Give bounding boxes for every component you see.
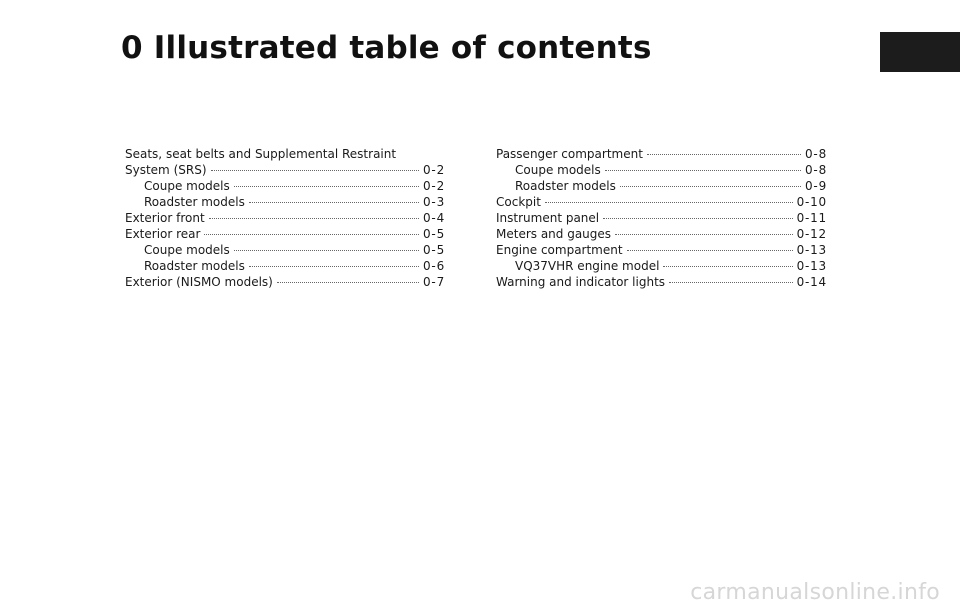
toc-entry-coupe-models[interactable] bbox=[125, 178, 445, 194]
toc-entry-label: Coupe models bbox=[515, 163, 601, 177]
toc-entry-warning-indicator-lights[interactable] bbox=[496, 274, 827, 290]
dot-leader bbox=[615, 234, 793, 235]
site-watermark: carmanualsonline.info bbox=[690, 580, 940, 605]
dot-leader bbox=[663, 266, 792, 267]
dot-leader bbox=[605, 170, 801, 171]
dot-leader bbox=[669, 282, 793, 283]
toc-entry-page: 0-8 bbox=[805, 163, 827, 177]
dot-leader bbox=[620, 186, 801, 187]
chapter-tab bbox=[880, 32, 960, 72]
toc-entry-srs[interactable] bbox=[125, 146, 445, 178]
toc-entry-label: Roadster models bbox=[144, 195, 245, 209]
toc-entry-exterior-nismo[interactable] bbox=[125, 274, 445, 290]
toc-entry-page: 0-8 bbox=[805, 147, 827, 161]
toc-entry-label: Meters and gauges bbox=[496, 227, 612, 241]
dot-leader bbox=[204, 234, 419, 235]
toc-entry-label: Exterior front bbox=[125, 211, 205, 225]
toc-entry-page: 0-5 bbox=[423, 227, 445, 241]
toc-entry-exterior-rear[interactable] bbox=[125, 226, 445, 242]
dot-leader bbox=[603, 218, 792, 219]
toc-entry-roadster-models[interactable] bbox=[496, 178, 827, 194]
toc-entry-page: 0-6 bbox=[423, 259, 445, 273]
toc-entry-instrument-panel[interactable] bbox=[496, 210, 827, 226]
toc-entry-label: Exterior rear bbox=[125, 227, 201, 241]
toc-entry-label: Engine compartment bbox=[496, 243, 623, 257]
toc-entry-page: 0-2 bbox=[423, 163, 445, 177]
toc-entry-page: 0-14 bbox=[796, 275, 827, 289]
toc-entry-page: 0-13 bbox=[796, 259, 827, 273]
toc-entry-label: Roadster models bbox=[144, 259, 245, 273]
toc-entry-coupe-models[interactable] bbox=[496, 162, 827, 178]
dot-leader bbox=[277, 282, 419, 283]
toc-entry-label-line1: Seats, seat belts and Supplemental Restraint bbox=[125, 147, 397, 161]
toc-entry-label: Warning and indicator lights bbox=[496, 275, 666, 289]
toc-entry-cockpit[interactable] bbox=[496, 194, 827, 210]
toc-entry-page: 0-12 bbox=[796, 227, 827, 241]
dot-leader bbox=[545, 202, 793, 203]
toc-entry-page: 0-2 bbox=[423, 179, 445, 193]
toc-entry-page: 0-5 bbox=[423, 243, 445, 257]
dot-leader bbox=[627, 250, 793, 251]
toc-entry-passenger-compartment[interactable] bbox=[496, 146, 827, 162]
toc-entry-page: 0-11 bbox=[796, 211, 827, 225]
toc-entry-label: Coupe models bbox=[144, 179, 230, 193]
toc-entry-page: 0-4 bbox=[423, 211, 445, 225]
toc-entry-meters-and-gauges[interactable] bbox=[496, 226, 827, 242]
toc-entry-label: VQ37VHR engine model bbox=[515, 259, 660, 273]
dot-leader bbox=[234, 250, 419, 251]
toc-entry-label: Instrument panel bbox=[496, 211, 600, 225]
toc-right-column bbox=[496, 146, 827, 290]
toc-entry-roadster-models[interactable] bbox=[125, 194, 445, 210]
toc-entry-exterior-front[interactable] bbox=[125, 210, 445, 226]
toc-entry-vq37vhr-engine-model[interactable] bbox=[496, 258, 827, 274]
toc-entry-page: 0-3 bbox=[423, 195, 445, 209]
toc-left-column bbox=[125, 146, 445, 290]
dot-leader bbox=[249, 202, 419, 203]
toc-entry-label: Roadster models bbox=[515, 179, 616, 193]
dot-leader bbox=[647, 154, 801, 155]
page-title: 0 Illustrated table of contents bbox=[121, 30, 652, 66]
toc-entry-page: 0-9 bbox=[805, 179, 827, 193]
dot-leader bbox=[211, 170, 420, 171]
toc-entry-page: 0-7 bbox=[423, 275, 445, 289]
dot-leader bbox=[249, 266, 419, 267]
toc-entry-label: Coupe models bbox=[144, 243, 230, 257]
toc-entry-label: Passenger compartment bbox=[496, 147, 643, 161]
dot-leader bbox=[209, 218, 419, 219]
toc-entry-label: System (SRS) bbox=[125, 163, 207, 177]
dot-leader bbox=[234, 186, 419, 187]
toc-entry-label: Exterior (NISMO models) bbox=[125, 275, 273, 289]
toc-entry-roadster-models[interactable] bbox=[125, 258, 445, 274]
toc-entry-label: Cockpit bbox=[496, 195, 541, 209]
toc-entry-page: 0-10 bbox=[796, 195, 827, 209]
toc-entry-page: 0-13 bbox=[796, 243, 827, 257]
toc-entry-coupe-models[interactable] bbox=[125, 242, 445, 258]
toc-entry-engine-compartment[interactable] bbox=[496, 242, 827, 258]
